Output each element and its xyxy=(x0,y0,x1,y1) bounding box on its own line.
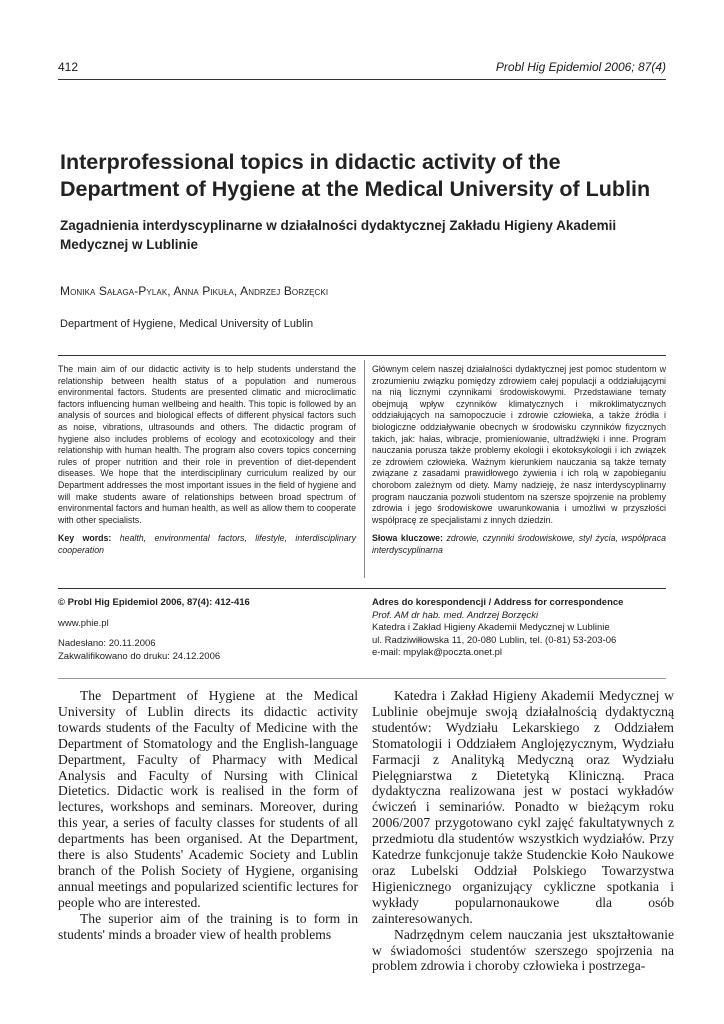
abstract-english xyxy=(58,364,356,557)
correspondence-institution: Katedra i Zakład Higieny Akademii Medycznej w Lublinie xyxy=(372,622,610,633)
body-english-paragraph: The Department of Hygiene at the Medical University of Lublin directs its didactic activity towards students of the Faculty of Medicine with the Department of Stomatology and the English-language Department, Faculty of Pharmacy with Medical Analysis and Faculty of Nursing with Clinical Dietetics. Didactic work is realised in the form of lectures, workshops and seminars. Moreover, during this year, a series of faculty classes for students of all departments has been organised. At the Department, there is also Students' Academic Society and Lublin branch of the Polish Society of Hygiene, organising annual meetings and popularized scientific lectures for people who are interested. xyxy=(58,688,358,910)
body-polish xyxy=(372,688,674,974)
journal-reference: Probl Hig Epidemiol 2006; 87(4) xyxy=(495,60,666,74)
abstract-polish xyxy=(372,364,666,557)
affiliation: Department of Hygiene, Medical University of Lublin xyxy=(60,318,314,330)
article-title-polish: Zagadnienia interdyscyplinarne w działalności dydaktycznej Zakładu Higieny Akademii Medycznej w Lublinie xyxy=(60,218,617,252)
header-rule xyxy=(58,79,666,80)
citation: © Probl Hig Epidemiol 2006, 87(4): 412-416 xyxy=(58,597,250,608)
abstract-english-text: The main aim of our didactic activity is to help students understand the relationship between health status of a population and numerous environmental factors. Students are presented climatic and microclimatic factors influencing human wellbeing and health. This topic is followed by an analysis of sources and biological effects of different physical factors such as noise, vibrations, ultrasounds and others. The didactic program of hygiene also includes problems of ecology and ecotoxicology and their relationship with human health. The program also covers topics concerning rules of proper nutrition and their role in prevention of diet-dependent diseases. We hope that the interdisciplinary curriculum realized by our Department addresses the most important issues in the field of hygiene and will make students aware of relationships between broad spectrum of environmental factors and human health, as well as allow them to cooperate with other specialists. xyxy=(58,364,356,525)
keywords-polish-text: zdrowie, czynniki środowiskowe, styl życia, współpraca interdyscyplinarna xyxy=(372,533,666,555)
correspondence-address: ul. Radziwiłłowska 11, 20-080 Lublin, tel. (0-81) 53-203-06 xyxy=(372,634,617,646)
keywords-polish xyxy=(372,533,666,556)
correspondence-email[interactable]: e-mail: mpylak@poczta.onet.pl xyxy=(372,647,503,658)
correspondence-name: Prof. AM dr hab. med. Andrzej Borzęcki xyxy=(372,609,539,621)
received-date: Nadesłano: 20.11.2006 xyxy=(58,638,156,649)
website-link[interactable]: www.phie.pl xyxy=(58,617,109,629)
info-top-rule xyxy=(58,588,666,589)
article-title-english: Interprofessional topics in didactic activity of the Department of Hygiene at the Medical University of Lublin xyxy=(60,150,651,201)
body-english-paragraph: The superior aim of the training is to form in students' minds a broader view of health problems xyxy=(58,910,358,942)
abstract-top-rule xyxy=(58,355,666,356)
keywords-english xyxy=(58,533,356,556)
keywords-english-label: Key words: xyxy=(58,533,112,544)
author-list: Monika Sałaga-Pylak, Anna Pikuła, Andrzej Borzęcki xyxy=(60,284,329,298)
abstract-polish-text: Głównym celem naszej działalności dydaktycznej jest pomoc studentom w zrozumieniu związku pomiędzy zdrowiem całej populacji a oddziałującymi na nią licznymi czynnikami środowiskowymi. Przedstawiane tematy obejmują wpływ czynników klimatycznych i mikroklimatycznych oddziałujących na samopoczucie i zdrowie człowieka, a także źródła i biologiczne oddziaływanie obecnych w środowisku czynników fizycznych takich, jak: hałas, wibracje, promieniowanie, ultradźwięki i inne. Program nauczania porusza także problemy ekologii i ekotoksykologii i ich związek ze zdrowiem człowieka. Ważnym kierunkiem nauczania są także tematy związane z zasadami prawidłowego żywienia i ich rolą w zapobieganiu chorobom zależnym od diety. Mamy nadzieję, że nasz interdyscyplinarny program nauczania pozwoli studentom na szersze spojrzenie na problemy zdrowia i jego środowiskowe uwarunkowania i umożliwi w przyszłości współpracę ze specjalistami z innych dziedzin. xyxy=(372,364,666,525)
page-number: 412 xyxy=(58,60,79,74)
body-polish-paragraph: Katedra i Zakład Higieny Akademii Medycznej w Lublinie obejmuje swoją działalnością dydaktyczną studentów: Wydziału Lekarskiego z Oddziałem Stomatologii i Oddziałem Anglojęzycznym, Wydziału Farmacji z Analityką Medyczną oraz Wydziału Pielęgniarstwa z Dietetyką Kliniczną. Praca dydaktyczna realizowana jest w postaci wykładów ćwiczeń i seminariów. Ponadto w bieżącym roku 2006/2007 przygotowano cykl zajęć fakultatywnych z przedmiotu dla studentów wszystkich wydziałów. Przy Katedrze funkcjonuje także Studenckie Koło Naukowe oraz Lubelski Oddział Polskiego Towarzystwa Higienicznego organizujący cykliczne spotkania i wykłady popularnonaukowe dla osób zainteresowanych. xyxy=(372,688,674,926)
body-polish-paragraph: Nadrzędnym celem nauczania jest ukształtowanie w świadomości studentów szerszego spojrzenia na problem zdrowia i choroby człowieka i postrzega- xyxy=(372,926,674,974)
correspondence-block xyxy=(372,597,672,660)
body-english xyxy=(58,688,358,943)
correspondence-title: Adres do korespondencji / Address for correspondence xyxy=(372,597,624,608)
publication-info xyxy=(58,597,348,663)
keywords-polish-label: Słowa kluczowe: xyxy=(372,533,443,544)
abstract-column-separator xyxy=(364,360,365,578)
info-bottom-rule xyxy=(58,678,666,679)
keywords-english-text: health, environmental factors, lifestyle, interdisciplinary cooperation xyxy=(58,533,356,555)
accepted-date: Zakwalifikowano do druku: 24.12.2006 xyxy=(58,650,221,662)
